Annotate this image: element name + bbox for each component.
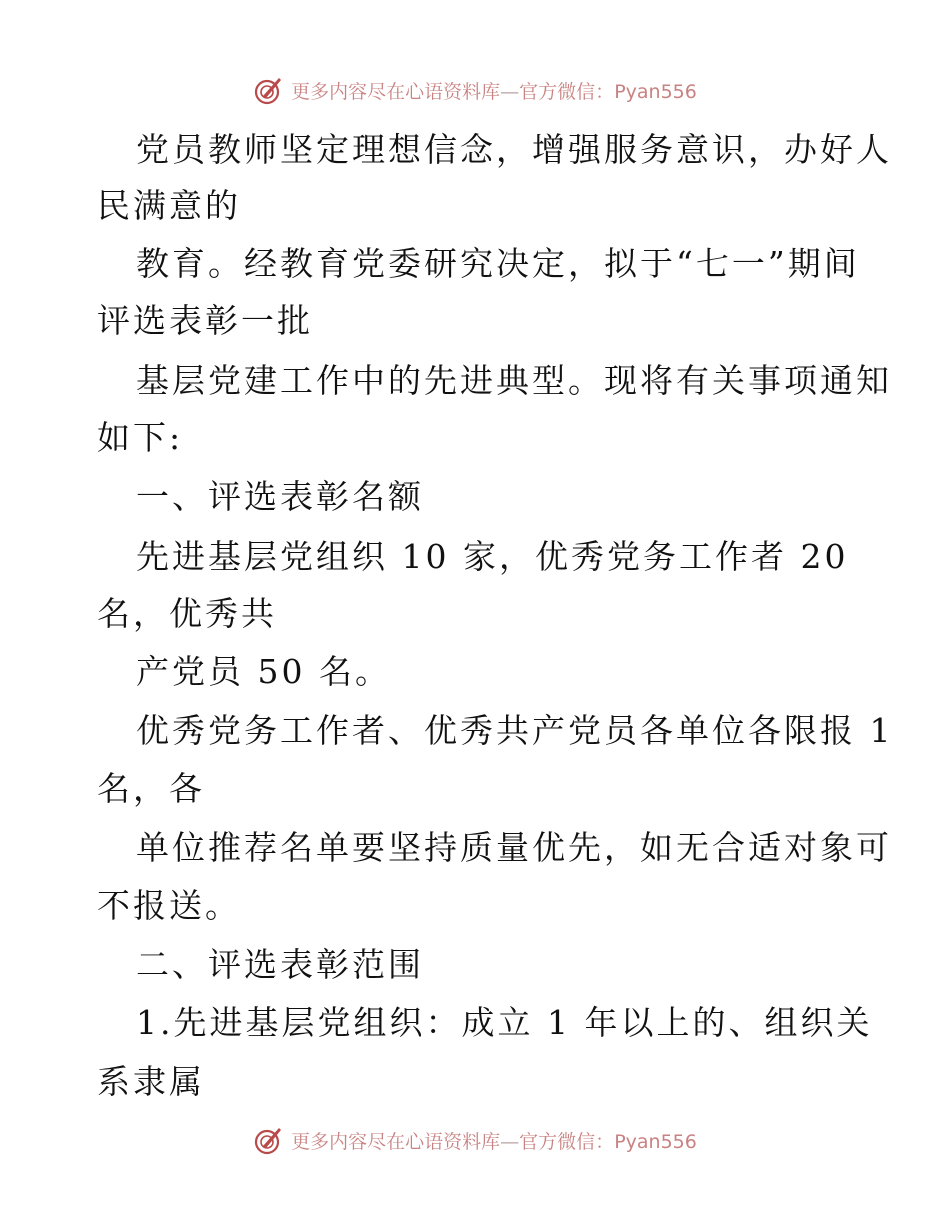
text-line: 党员教师坚定理想信念，增强服务意识，办好人	[136, 130, 892, 169]
text-line: 民满意的	[97, 186, 241, 225]
text-line: 产党员 50 名。	[136, 652, 391, 691]
text-line: 名，优秀共	[97, 594, 277, 633]
footer-watermark	[0, 1122, 950, 1158]
quill-swirl-icon	[253, 74, 285, 106]
quill-swirl-icon	[253, 1124, 285, 1156]
text-line: 1.先进基层党组织：成立 1 年以上的、组织关	[136, 1003, 873, 1042]
text-line: 不报送。	[97, 886, 241, 925]
text-line: 评选表彰一批	[97, 301, 313, 340]
text-line: 先进基层党组织 10 家，优秀党务工作者 20	[136, 537, 849, 576]
section-heading: 二、评选表彰范围	[136, 945, 424, 984]
text-line: 单位推荐名单要坚持质量优先，如无合适对象可	[136, 828, 892, 867]
watermark-text: 更多内容尽在心语资料库—官方微信：Pyan556	[291, 1130, 697, 1153]
watermark-text: 更多内容尽在心语资料库—官方微信：Pyan556	[291, 80, 697, 103]
header-watermark	[0, 72, 950, 108]
text-line: 教育。经教育党委研究决定，拟于“七一”期间	[136, 244, 860, 283]
text-line: 系隶属	[97, 1062, 205, 1101]
text-line: 基层党建工作中的先进典型。现将有关事项通知	[136, 361, 892, 400]
text-line: 如下:	[97, 418, 184, 457]
text-line: 优秀党务工作者、优秀共产党员各单位各限报 1	[136, 711, 894, 750]
text-line: 名，各	[97, 769, 205, 808]
section-heading: 一、评选表彰名额	[136, 477, 424, 516]
